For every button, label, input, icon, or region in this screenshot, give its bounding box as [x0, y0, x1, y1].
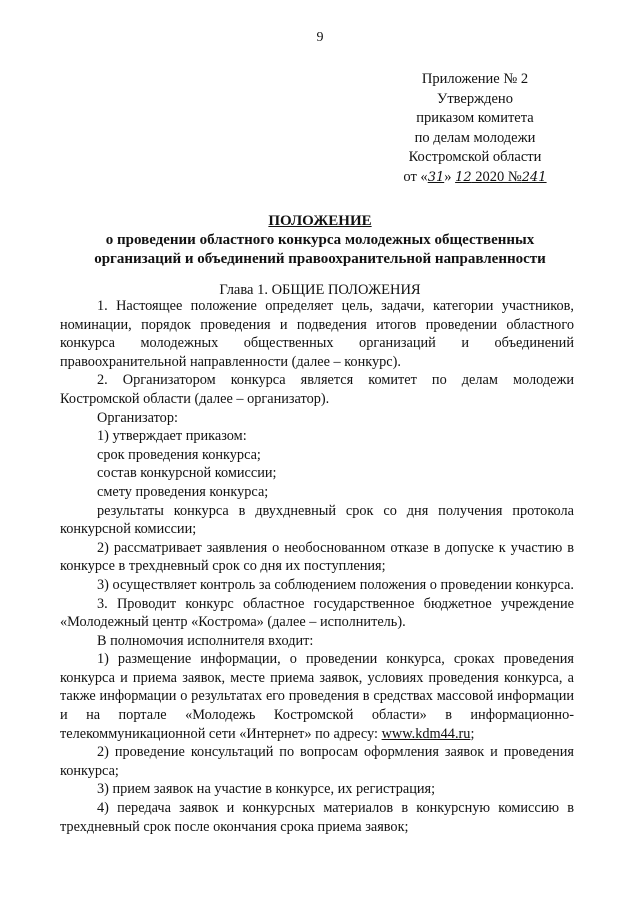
paragraph: результаты конкурса в двухдневный срок со дня получения протокола конкурсной комиссии;	[60, 502, 574, 538]
page-number: 9	[316, 30, 324, 45]
approval-line: Приложение № 2	[421, 71, 529, 87]
paragraph: 2. Организатором конкурса является комитет по делам молодежи Костромской области (далее – организатор).	[60, 372, 574, 407]
website-link[interactable]: www.kdm44.ru	[381, 725, 471, 742]
handwritten-day: 31	[427, 169, 445, 185]
paragraph: 3. Проводит конкурс областное государственное бюджетное учреждение «Молодежный центр «Кострома» (далее – исполнитель).	[60, 595, 574, 631]
paragraph: 4) передача заявок и конкурсных материалов в конкурсную комиссию в трехдневный срок после окончания срока приема заявок;	[60, 800, 574, 835]
title-main: ПОЛОЖЕНИЕ	[268, 213, 372, 229]
handwritten-number: 241	[521, 169, 547, 185]
date-prefix: от «	[403, 168, 428, 185]
document-title	[0, 212, 640, 269]
paragraph: 3) осуществляет контроль за соблюдением положения о проведении конкурса.	[97, 576, 574, 593]
approval-date-line	[380, 168, 570, 188]
approval-block	[380, 70, 570, 188]
paragraph: 1) утверждает приказом:	[97, 428, 247, 445]
approval-line: по делам молодежи	[414, 129, 536, 146]
paragraph: В полномочия исполнителя входит:	[97, 632, 314, 649]
approval-line: приказом комитета	[416, 110, 534, 127]
paragraph: 1. Настоящее положение определяет цель, задачи, категории участников, номинации, порядок проведения и подведения итогов проведении областного конкурса молодежных общественных организаций и объединений правоохранительной направленности (далее – конкурс).	[60, 298, 574, 370]
chapter-heading: Глава 1. ОБЩИЕ ПОЛОЖЕНИЯ	[219, 282, 421, 298]
approval-line: Утверждено	[437, 90, 513, 107]
handwritten-month: 12	[455, 169, 472, 185]
approval-line: Костромской области	[408, 149, 542, 166]
paragraph: 2) проведение консультаций по вопросам оформления заявок и проведения конкурса;	[60, 744, 574, 779]
date-mid: »	[444, 168, 456, 185]
document-body	[60, 297, 574, 836]
paragraph: Организатор:	[97, 409, 178, 426]
title-sub: организаций и объединений правоохранительной направленности	[94, 251, 546, 267]
paragraph: 2) рассматривает заявления о необоснованном отказе в допуске к участию в конкурсе в трехдневный срок со дня их поступления;	[60, 539, 574, 575]
paragraph: состав конкурсной комиссии;	[97, 465, 277, 482]
title-sub: о проведении областного конкурса молодежных общественных	[105, 232, 535, 248]
paragraph: 3) прием заявок на участие в конкурсе, их регистрация;	[97, 781, 436, 798]
date-year: 2020 №	[471, 168, 522, 185]
paragraph: срок проведения конкурса;	[97, 446, 261, 463]
link-suffix: ;	[470, 725, 475, 742]
paragraph-with-link	[60, 650, 574, 743]
paragraph-text: 1) размещение информации, о проведении конкурса, сроках проведения конкурса и приема заявок, месте приема заявок, условиях проведения конкурса, а также информации о результатах его проведения в средствах массовой информации и на портале «Молодежь Костромской области» в информационно-телекоммуникационной сети «Интернет» по адресу:	[60, 651, 574, 742]
paragraph: смету проведения конкурса;	[97, 483, 269, 500]
